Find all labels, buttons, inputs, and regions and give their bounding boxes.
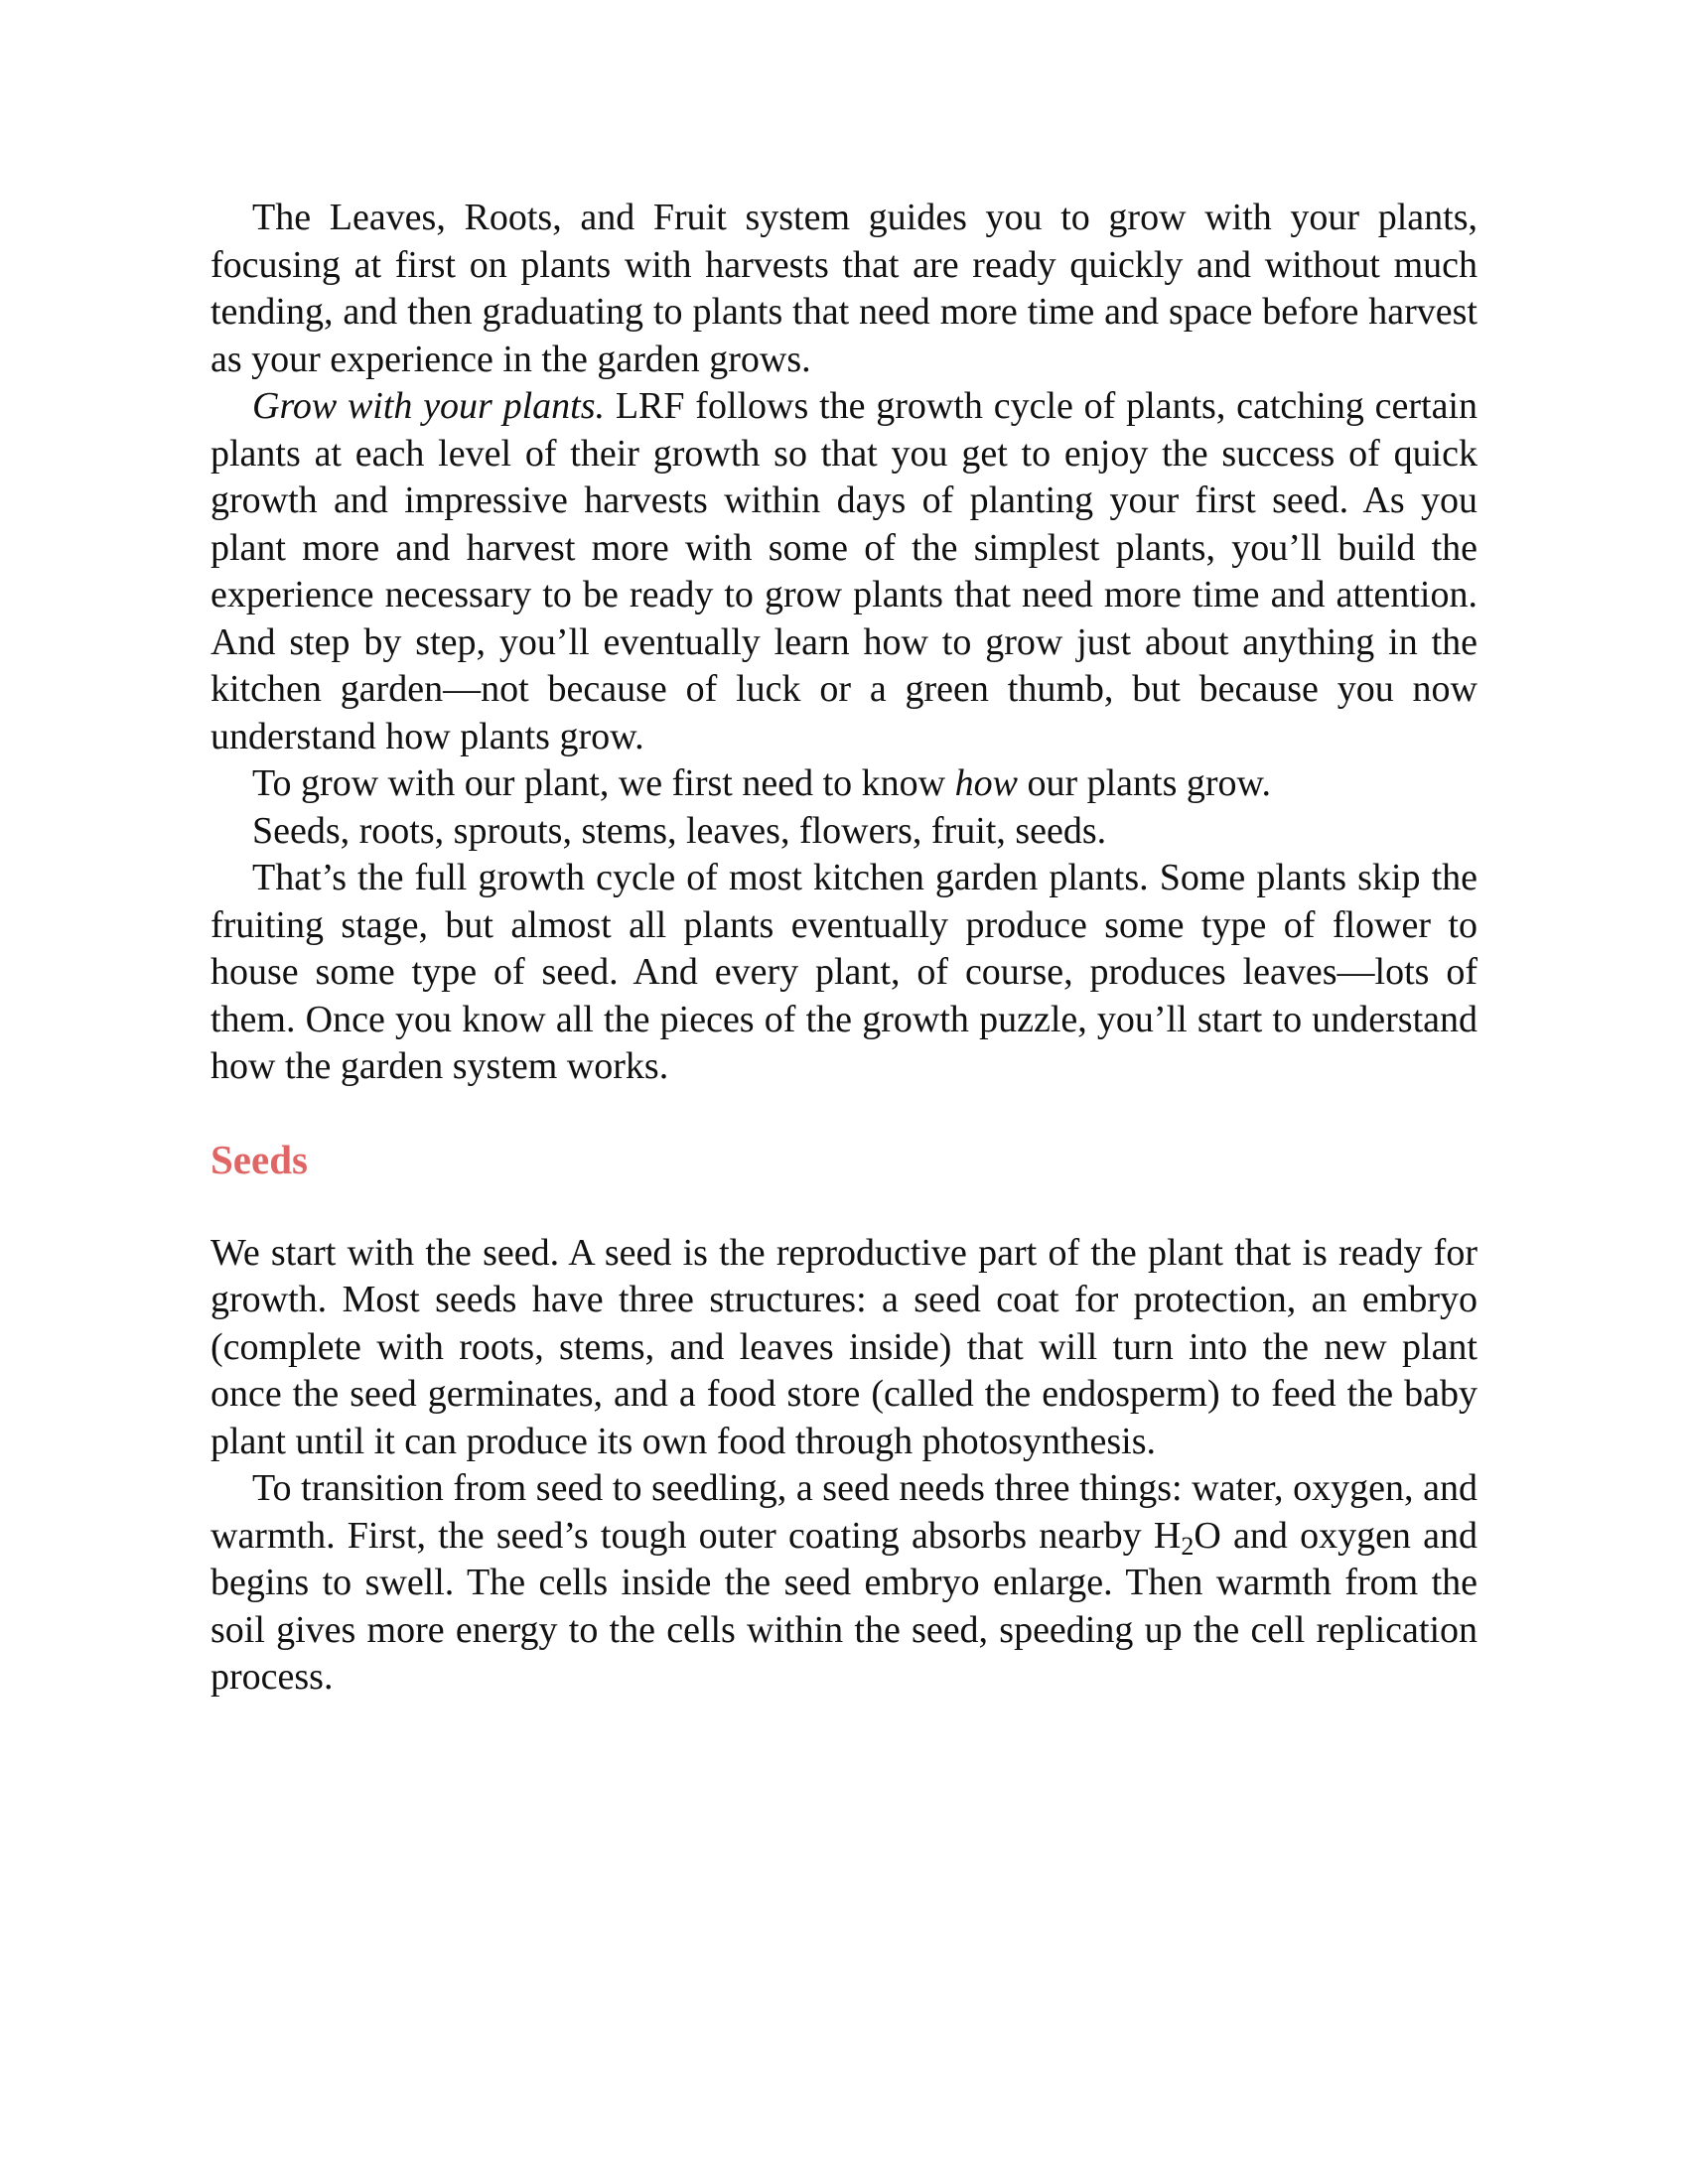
intro-paragraph-3-italic-word: how (954, 762, 1018, 804)
document-page (211, 195, 1477, 1702)
intro-paragraph-4 (211, 808, 1477, 856)
intro-paragraph-3-text-before: To grow with our plant, we first need to know (252, 762, 955, 804)
intro-paragraph-1 (211, 195, 1477, 383)
intro-paragraph-3-text-after: our plants grow. (1017, 762, 1272, 804)
intro-paragraph-2 (211, 383, 1477, 760)
intro-paragraph-5-text: That’s the full growth cycle of most kitchen garden plants. Some plants skip the fruiting stage, but almost all plants eventually produce some type of flower to house some type of seed. And every plant, of course, produces leaves—lots of them. Once you know all the pieces of the growth puzzle, you’ll start to understand how the garden system works. (211, 857, 1477, 1087)
intro-paragraph-4-text: Seeds, roots, sprouts, stems, leaves, flowers, fruit, seeds. (252, 809, 1107, 852)
intro-paragraph-2-italic-lead: Grow with your plants. (252, 385, 606, 427)
intro-paragraph-5 (211, 855, 1477, 1091)
intro-paragraph-3 (211, 760, 1477, 808)
seeds-paragraph-2 (211, 1465, 1477, 1702)
seeds-paragraph-2-text-after: O and oxygen and begins to swell. The cells inside the seed embryo enlarge. Then warmth from the soil gives more energy to the cells within the seed, speeding up the cell replication process. (211, 1514, 1478, 1698)
h2o-subscript: 2 (1181, 1531, 1195, 1561)
section-heading-seeds: Seeds (211, 1136, 308, 1182)
seeds-paragraph-1-text: We start with the seed. A seed is the reproductive part of the plant that is ready for growth. Most seeds have three structures: a seed coat for protection, an embryo (complete with roots, stems, and leaves inside) that will turn into the new plant once the seed germinates, and a food store (called the endosperm) to feed the baby plant until it can produce its own food through photosynthesis. (211, 1231, 1477, 1462)
intro-paragraph-2-text: LRF follows the growth cycle of plants, catching certain plants at each level of their growth so that you get to enjoy the success of quick growth and impressive harvests within days of planting your first seed. As you plant more and harvest more with some of the simplest plants, you’ll build the experience necessary to be ready to grow plants that need more time and attention. And step by step, you’ll eventually learn how to grow just about anything in the kitchen garden—not because of luck or a green thumb, but because you now understand how plants grow. (211, 385, 1477, 757)
seeds-paragraph-2-text-before: To transition from seed to seedling, a seed needs three things: water, oxygen, and warmth. First, the seed’s tough outer coating absorbs nearby H (211, 1467, 1477, 1557)
seeds-paragraph-1 (211, 1230, 1477, 1466)
intro-paragraph-1-text: The Leaves, Roots, and Fruit system guides you to grow with your plants, focusing at first on plants with harvests that are ready quickly and without much tending, and then graduating to plants that need more time and space before harvest as your experience in the garden grows. (211, 197, 1477, 380)
